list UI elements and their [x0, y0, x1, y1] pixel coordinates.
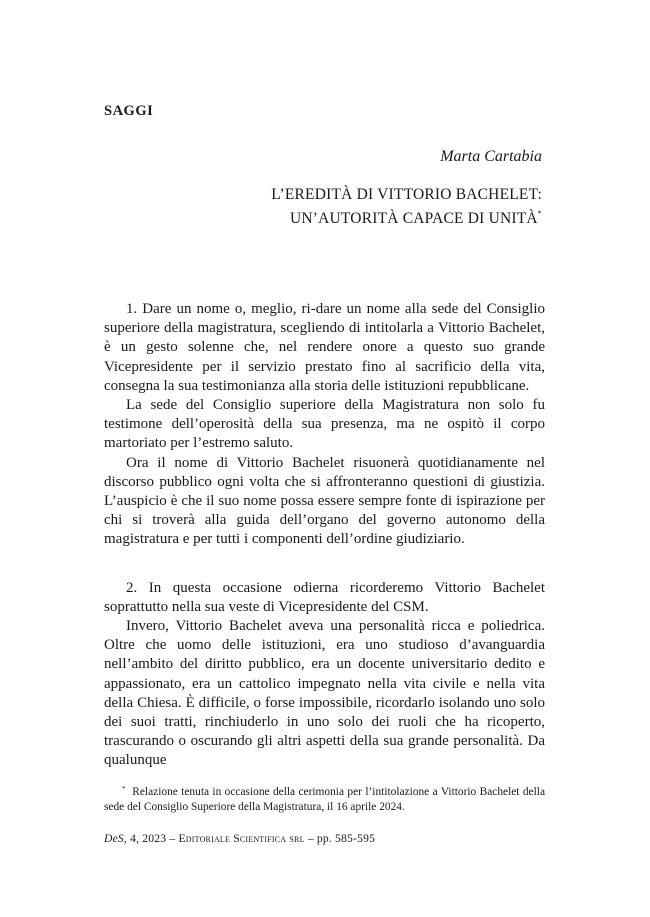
article-body	[104, 300, 545, 771]
paragraph: Invero, Vittorio Bachelet aveva una personalità ricca e poliedrica. Oltre che uomo delle istituzioni, era uno studioso d’avanguardia nell’ambito del diritto pubblico, era un docente universitario dedito e appassionato, era un cattolico impegnato nella vita civile e nella vita della Chiesa. È difficile, o forse impossibile, ricordarlo isolando uno solo dei suoi tratti, rinchiuderlo in uno solo dei ruoli che ha ricoperto, trascurando o oscurando gli altri aspetti della sua grande personalità. Da qualunque	[104, 618, 545, 769]
paragraph: 2. In questa occasione odierna ricorderemo Vittorio Bachelet soprattutto nella sua veste di Vicepresidente del CSM.	[104, 579, 545, 615]
footnote-marker: *	[122, 785, 126, 793]
publisher-name: Editoriale Scientifica srl	[178, 832, 305, 845]
title-line-2	[122, 204, 542, 228]
footnote	[104, 782, 545, 815]
paragraph: Ora il nome di Vittorio Bachelet risuonerà quotidianamente nel discorso pubblico ogni volta che si affronteranno questioni di giustizia. L’auspicio è che il suo nome possa essere sempre fonte di ispirazione per chi si troverà alla guida dell’organo del governo autonomo della magistratura e per tutti i componenti dell’ordine giudiziario.	[104, 454, 545, 548]
author-name: Marta Cartabia	[440, 148, 542, 165]
title-footnote-marker: *	[537, 209, 542, 218]
paragraph: La sede del Consiglio superiore della Magistratura non solo fu testimone dell’operosità della sua presenza, ma ne ospitò il corpo martoriato per l’estremo saluto.	[104, 397, 545, 452]
journal-issue: , 4, 2023 –	[123, 832, 179, 845]
journal-name: DeS	[104, 832, 124, 845]
page-footer	[104, 832, 375, 845]
article-title	[122, 185, 542, 228]
footnote-text: Relazione tenuta in occasione della cerimonia per l’intitolazione a Vittorio Bachelet della sede del Consiglio Superiore della Magistratura, il 16 aprile 2024.	[104, 786, 545, 813]
paragraph: 1. Dare un nome o, meglio, ri-dare un nome alla sede del Consiglio superiore della magistratura, scegliendo di intitolarla a Vittorio Bachelet, è un gesto solenne che, nel rendere onore a questo suo grande Vicepresidente per il servizio prestato fino al sacrificio della vita, consegna la sua testimonianza alla storia delle istituzioni repubblicane.	[104, 301, 545, 394]
section-label: SAGGI	[104, 103, 154, 119]
title-line-1: L’EREDITÀ DI VITTORIO BACHELET:	[271, 186, 542, 203]
section-gap	[104, 550, 545, 579]
page-range: – pp. 585-595	[304, 832, 376, 845]
title-line-2-text: UN’AUTORITÀ CAPACE DI UNITÀ	[289, 210, 538, 227]
footnote-paragraph	[104, 782, 545, 815]
